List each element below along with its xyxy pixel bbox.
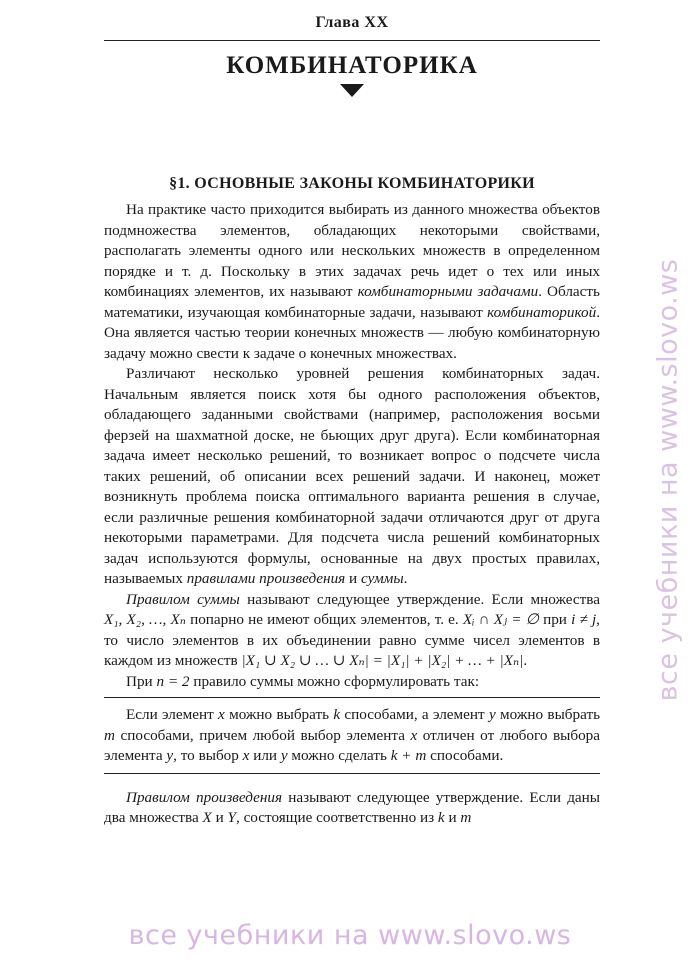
term-product-rules: правилами произведения <box>186 570 346 587</box>
math-var: x <box>218 706 225 723</box>
chapter-label: Глава XX <box>315 14 389 31</box>
book-page <box>104 0 600 829</box>
text-span: отличен от любого выбора элемента <box>104 726 600 764</box>
box-bottom-rule <box>104 773 600 774</box>
text-span: способами, а элемент <box>340 706 489 723</box>
text-span: На практике часто приходится выбирать из данного множества объектов подмножества элементов, обладающих некоторыми свойствами, располагать элементы одного или нескольких множеств в определенном порядке и т. д. Поскольку в этих задачах речь идет о тех или иных комбинациях элементов, их называют <box>104 201 600 300</box>
paragraph-intro <box>104 200 600 364</box>
text-span: при <box>538 611 572 628</box>
text-span: , состоящие соответственно из <box>235 809 438 826</box>
math-var: Y <box>227 809 236 826</box>
term-combinatorics: комбинаторикой <box>487 303 597 321</box>
math-var: X <box>202 809 212 826</box>
math-var: y <box>280 747 288 764</box>
term-sum-rule: Правилом суммы <box>126 590 240 608</box>
text-span: и <box>345 570 361 587</box>
text-span: можно выбрать <box>495 706 601 723</box>
text-span: . <box>403 570 408 587</box>
paragraph-sum-rule <box>104 590 600 672</box>
text-span: Если элемент <box>126 706 219 723</box>
text-span: можно сделать <box>287 747 391 764</box>
text-span: Различают несколько уровней решения комбинаторных задач. Начальным является поиск хотя бы одного расположения объектов, обладающего заданными свойствами (например, расположения восьми ферзей на шахматной доске, не бьющих друг друга). Если комбинаторная задача имеет несколько решений, то возникает вопрос о подсчете числа таких решений, об описании всех решений задачи. И наконец, может возникнуть проблема поиска оптимального варианта решения в случае, если различные решения комбинаторной задачи отличаются друг от друга некоторыми параметрами. Для подсчета числа решений комбинаторных задач используются формулы, основанные на двух простых правилах, называемых <box>104 365 600 587</box>
term-combinatorial-problems: комбинаторными задачами <box>357 283 539 300</box>
paragraph-product-rule <box>104 788 600 829</box>
box-top-rule <box>104 697 600 698</box>
text-span: При <box>126 672 157 690</box>
text-span: , то выбор <box>173 747 243 764</box>
math-sets: X₁, X₂, …, Xₙ <box>104 611 186 628</box>
text-span: . Она является частью теории конечных множеств — любую комбинаторную задачу можно свести к задаче о конечных множествах. <box>104 303 600 362</box>
text-span: попарно не имеют общих элементов, т. е. <box>185 611 463 628</box>
math-var: y <box>166 747 174 764</box>
text-span: способами. <box>426 747 504 764</box>
triangle-down-icon <box>340 84 364 97</box>
math-var: y <box>488 706 496 723</box>
watermark-bottom: все учебники на www.slovo.ws <box>128 920 572 951</box>
chapter-title: КОМБИНАТОРИКА <box>226 52 478 79</box>
text-span: можно выбрать <box>224 706 334 723</box>
text-span: или <box>249 747 281 764</box>
rule-box <box>104 705 600 767</box>
text-span: и <box>444 809 461 826</box>
text-span: и <box>211 809 228 826</box>
text-span: способами, причем любой выбор элемента <box>114 726 411 744</box>
term-product-rule: Правилом произведения <box>126 788 283 806</box>
math-sum-formula: |X₁ ∪ X₂ ∪ … ∪ Xₙ| = |X₁| + |X₂| + … + |Xₙ| <box>241 652 524 669</box>
text-span: называют следующее утверждение. Если даны два множества <box>104 788 600 826</box>
text-span: правило суммы можно сформулировать так: <box>189 672 480 690</box>
sum-rule-statement <box>104 705 600 767</box>
math-var: k <box>333 706 341 723</box>
paragraph-n2 <box>104 672 600 693</box>
section-title: §1. ОСНОВНЫЕ ЗАКОНЫ КОМБИНАТОРИКИ <box>169 175 535 192</box>
math-var: x <box>242 747 250 764</box>
math-k-plus-m: k + m <box>390 747 427 764</box>
math-n-equals-2: n = 2 <box>156 672 190 690</box>
math-var: m <box>104 726 115 744</box>
chapter-rule <box>104 40 600 41</box>
math-var: m <box>460 809 472 826</box>
text-span: , то число элементов в их объединении равно сумме чисел элементов в каждом из множеств <box>104 611 600 669</box>
math-condition: i ≠ j <box>571 611 597 628</box>
text-span: . Область математики, изучающая комбинаторные задачи, называют <box>104 283 600 321</box>
math-var: k <box>437 809 445 826</box>
math-var: x <box>410 726 418 744</box>
watermark-side: все учебники на www.slovo.ws <box>652 258 684 702</box>
text-span: называют следующее утверждение. Если множества <box>239 590 600 608</box>
term-sum: суммы <box>360 570 404 587</box>
text-span: . <box>523 652 528 669</box>
math-intersection: Xᵢ ∩ Xⱼ = ∅ <box>462 611 539 628</box>
paragraph-levels <box>104 364 600 590</box>
